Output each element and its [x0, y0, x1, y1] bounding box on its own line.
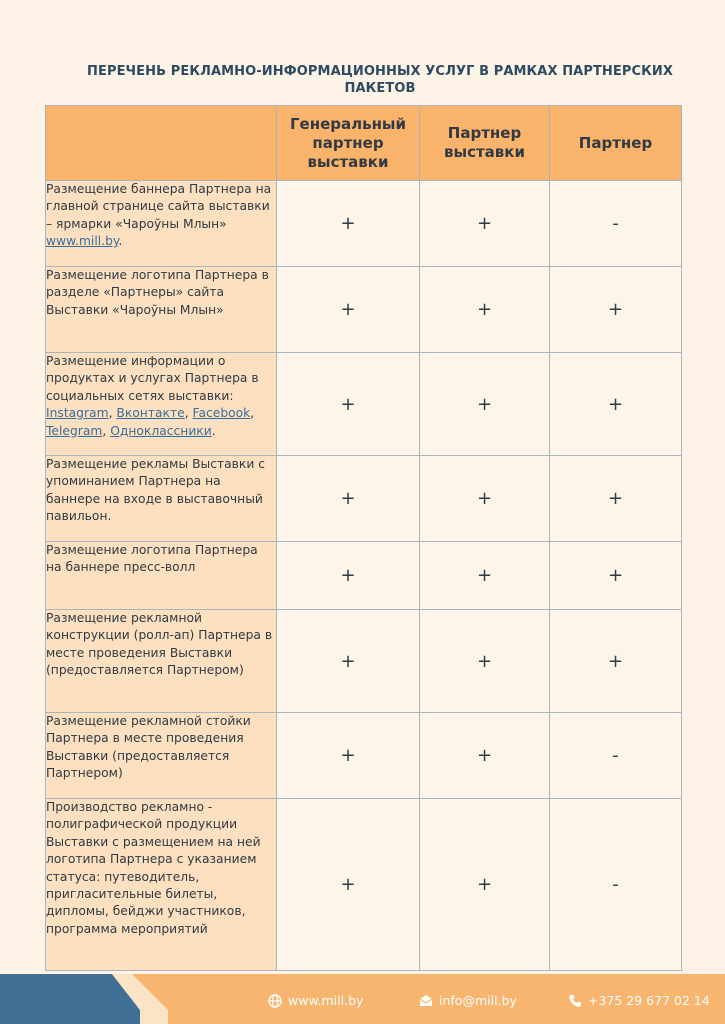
mark-general-partner: +	[277, 713, 420, 799]
header-service	[46, 106, 277, 181]
email-text: info@mill.by	[439, 993, 517, 1008]
mark-partner: +	[550, 267, 682, 353]
phone-icon	[568, 994, 582, 1008]
table-row	[46, 610, 682, 713]
odnoklassniki-link[interactable]: Одноклассники	[110, 423, 212, 438]
page-title: ПЕРЕЧЕНЬ РЕКЛАМНО-ИНФОРМАЦИОННЫХ УСЛУГ В РАМКАХ ПАРТНЕРСКИХ ПАКЕТОВ	[86, 64, 673, 96]
mark-exhibition-partner: +	[420, 267, 550, 353]
mark-partner: +	[550, 610, 682, 713]
website-link[interactable]: www.mill.by	[46, 234, 119, 249]
service-cell	[46, 181, 277, 267]
footer	[0, 974, 725, 1024]
mark-exhibition-partner: +	[420, 799, 550, 971]
service-cell: Размещение рекламы Выставки с упоминанием Партнера на баннере на входе в выставочный павильон.	[46, 456, 277, 542]
table-row	[46, 542, 682, 610]
mark-general-partner: +	[277, 610, 420, 713]
table-row	[46, 267, 682, 353]
mark-partner: +	[550, 456, 682, 542]
mark-exhibition-partner: +	[420, 713, 550, 799]
mark-general-partner: +	[277, 353, 420, 456]
mark-partner: -	[550, 713, 682, 799]
table-row	[46, 713, 682, 799]
mark-partner: -	[550, 181, 682, 267]
table-row	[46, 181, 682, 267]
header-exhibition-partner: Партнер выставки	[420, 106, 550, 181]
phone-text: +375 29 677 02 14	[588, 993, 710, 1008]
mark-partner: +	[550, 542, 682, 610]
vkontakte-link[interactable]: Вконтакте	[116, 406, 185, 421]
service-cell: Размещение информации о продуктах и услугах Партнера в социальных сетях выставки: Instagram, Вконтакте, Facebook, Telegram, Одноклассники.	[46, 353, 277, 456]
mark-exhibition-partner: +	[420, 610, 550, 713]
service-cell: Размещение рекламной конструкции (ролл-ап) Партнера в месте проведения Выставки (предоставляется Партнером)	[46, 610, 277, 713]
telegram-link[interactable]: Telegram	[46, 423, 103, 438]
globe-icon	[268, 994, 282, 1008]
mark-general-partner: +	[277, 542, 420, 610]
service-text: Размещение информации о продуктах и услугах Партнера в социальных сетях выставки:	[46, 354, 259, 403]
mark-exhibition-partner: +	[420, 456, 550, 542]
mark-exhibition-partner: +	[420, 181, 550, 267]
service-cell: Размещение логотипа Партнера на баннере пресс-волл	[46, 542, 277, 610]
mark-partner: -	[550, 799, 682, 971]
service-text-end: .	[211, 423, 216, 438]
table-row	[46, 456, 682, 542]
mark-general-partner: +	[277, 799, 420, 971]
service-text-end: .	[118, 234, 123, 249]
footer-phone[interactable]	[568, 993, 710, 1008]
service-text: Размещение баннера Партнера на главной странице сайта выставки – ярмарки «Чароўны Млын»	[46, 182, 272, 231]
table-row	[46, 353, 682, 456]
service-cell: Размещение рекламной стойки Партнера в месте проведения Выставки (предоставляется Партнером)	[46, 713, 277, 799]
service-cell: Производство рекламно - полиграфической продукции Выставки с размещением на ней логотипа Партнера с указанием статуса: путеводитель, пригласительные билеты, дипломы, бейджи участников, программа мероприятий	[46, 799, 277, 971]
mark-general-partner: +	[277, 267, 420, 353]
header-general-partner: Генеральный партнер выставки	[277, 106, 420, 181]
mark-exhibition-partner: +	[420, 542, 550, 610]
header-partner: Партнер	[550, 106, 682, 181]
mark-partner: +	[550, 353, 682, 456]
table-row	[46, 799, 682, 971]
website-text: www.mill.by	[288, 993, 364, 1008]
footer-website[interactable]	[268, 993, 363, 1008]
footer-email[interactable]	[419, 993, 517, 1008]
envelope-icon	[419, 994, 433, 1007]
mark-general-partner: +	[277, 181, 420, 267]
instagram-link[interactable]: Instagram	[46, 406, 109, 421]
service-cell: Размещение логотипа Партнера в разделе «Партнеры» сайта Выставки «Чароўны Млын»	[46, 267, 277, 353]
mark-exhibition-partner: +	[420, 353, 550, 456]
services-table	[45, 105, 682, 971]
mark-general-partner: +	[277, 456, 420, 542]
facebook-link[interactable]: Facebook	[192, 406, 251, 421]
table-header-row	[46, 106, 682, 181]
